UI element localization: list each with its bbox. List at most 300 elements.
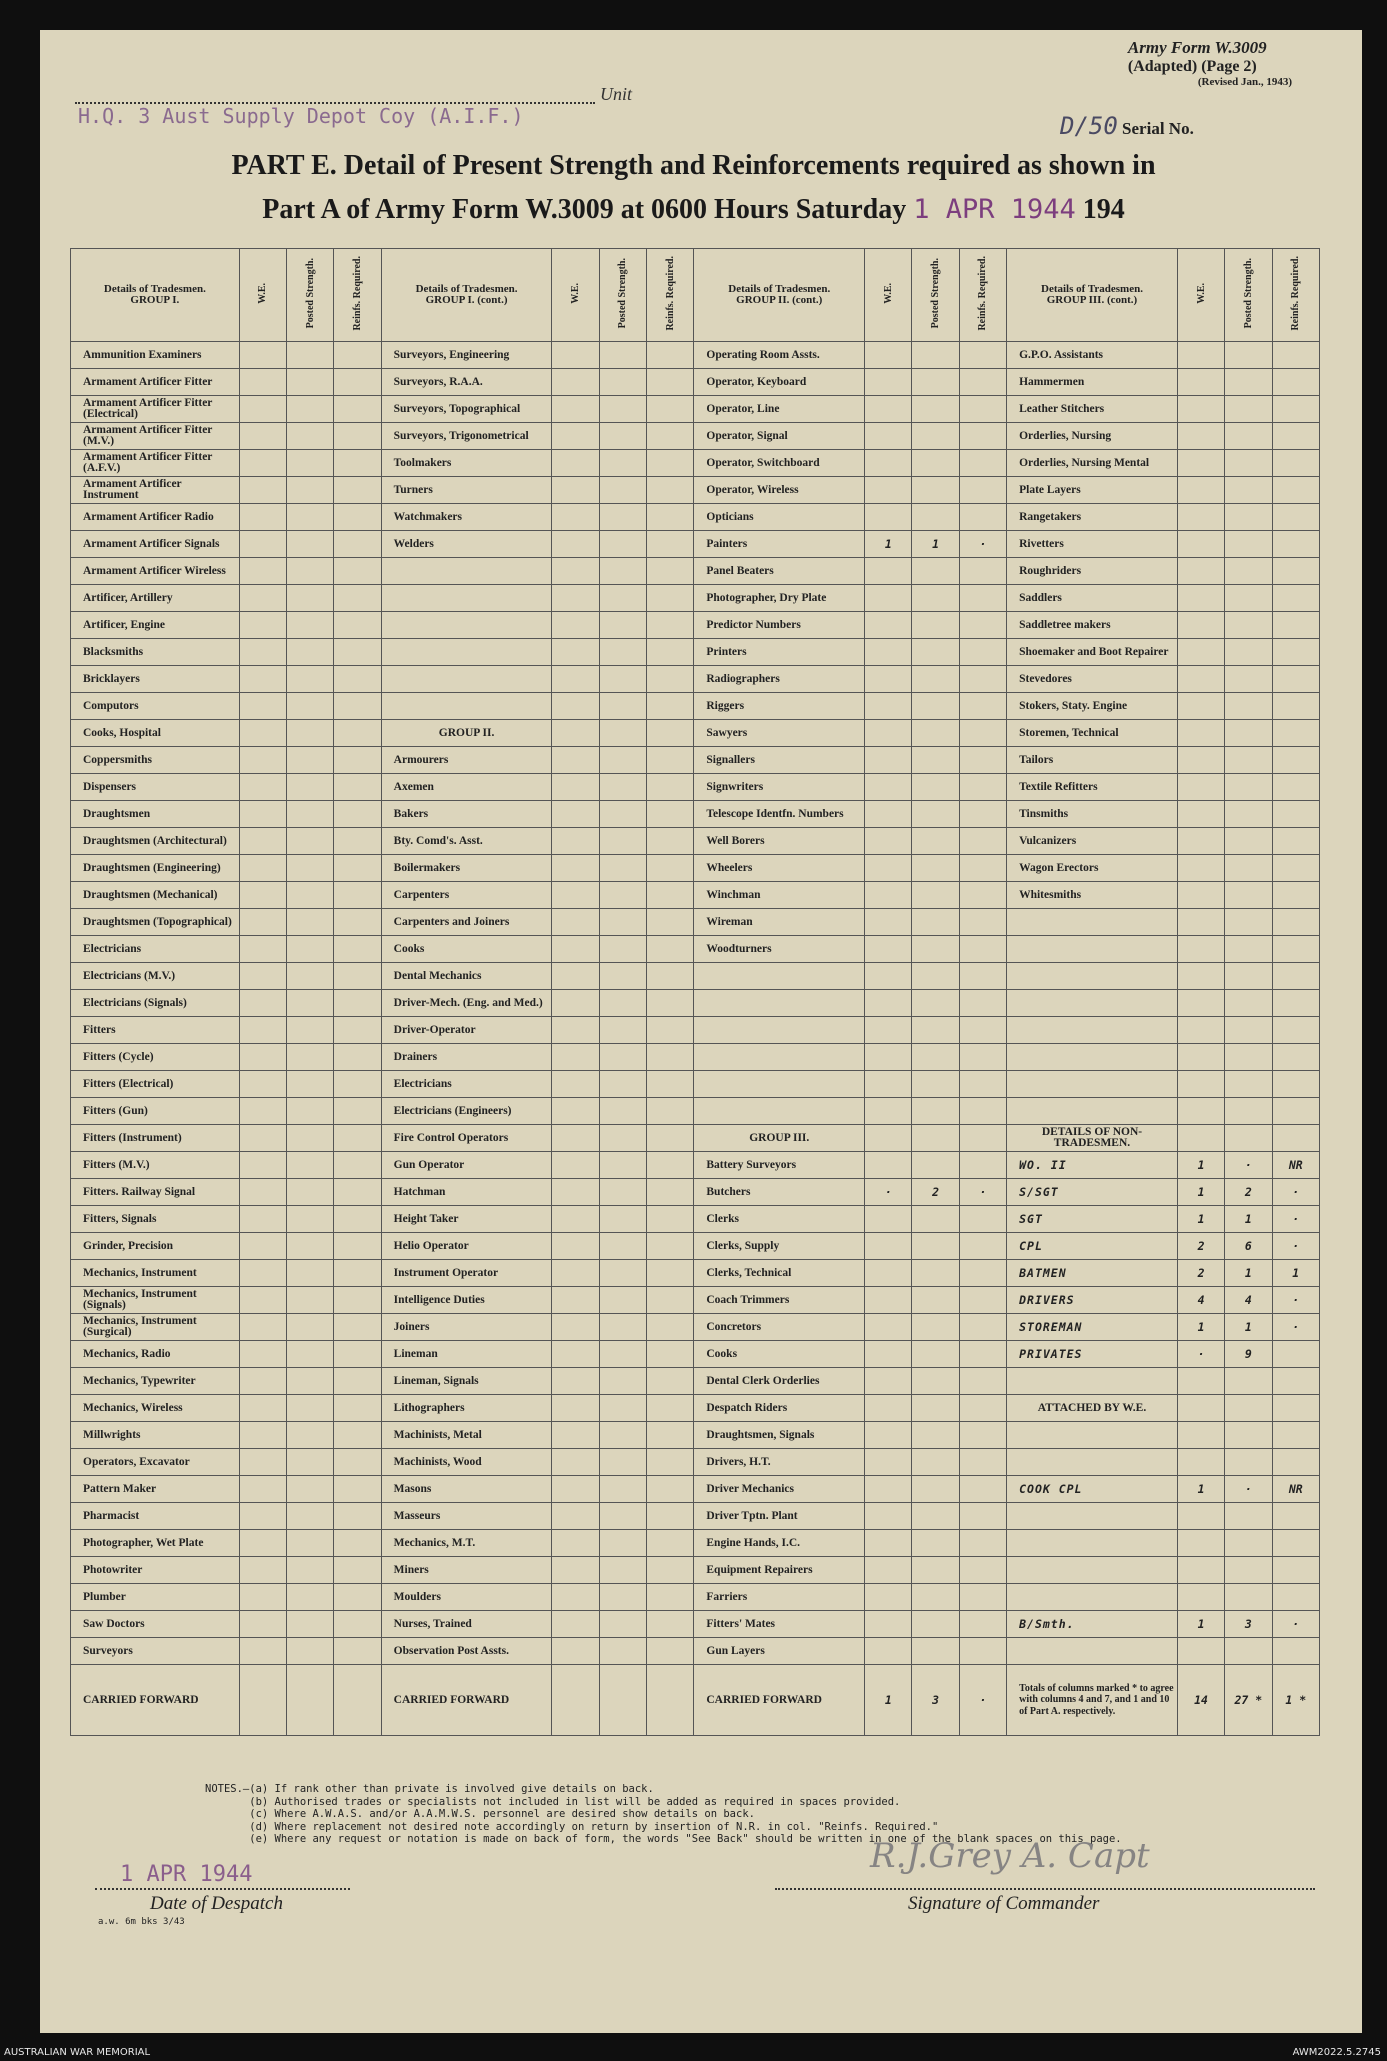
trade-label: Tailors — [1007, 747, 1178, 774]
count-cell — [1225, 936, 1272, 963]
count-cell — [287, 1584, 334, 1611]
trade-label: Stokers, Staty. Engine — [1007, 693, 1178, 720]
count-cell — [239, 1233, 286, 1260]
count-cell: 1 — [1225, 1260, 1272, 1287]
count-cell — [552, 531, 599, 558]
count-cell — [865, 1260, 912, 1287]
count-cell — [912, 1638, 959, 1665]
count-cell — [912, 450, 959, 477]
count-cell — [1177, 1638, 1224, 1665]
table-row — [71, 828, 1320, 855]
count-cell — [912, 747, 959, 774]
count-cell — [599, 1557, 646, 1584]
count-cell — [239, 1098, 286, 1125]
table-row — [71, 1044, 1320, 1071]
count-cell — [334, 774, 381, 801]
count-cell: 1 — [912, 531, 959, 558]
trade-label — [1007, 963, 1178, 990]
count-cell — [647, 1125, 694, 1152]
count-cell — [959, 720, 1006, 747]
count-cell — [239, 1071, 286, 1098]
trade-label: Intelligence Duties — [381, 1287, 552, 1314]
count-cell — [599, 1611, 646, 1638]
count-cell — [287, 774, 334, 801]
count-cell — [334, 639, 381, 666]
count-cell — [239, 1503, 286, 1530]
trade-label: Driver-Mech. (Eng. and Med.) — [381, 990, 552, 1017]
trade-label: ATTACHED BY W.E. — [1007, 1395, 1178, 1422]
count-cell — [912, 1584, 959, 1611]
count-cell — [912, 639, 959, 666]
count-cell — [287, 558, 334, 585]
count-cell — [334, 1098, 381, 1125]
table-row — [71, 1287, 1320, 1314]
print-code: a.w. 6m bks 3/43 — [98, 1917, 185, 1927]
count-cell — [599, 1233, 646, 1260]
trade-label: Operator, Signal — [694, 423, 865, 450]
count-cell — [912, 1368, 959, 1395]
count-cell — [647, 990, 694, 1017]
trade-label: Carpenters — [381, 882, 552, 909]
trade-label: Mechanics, Instrument (Signals) — [71, 1287, 240, 1314]
count-cell — [1177, 666, 1224, 693]
count-cell — [552, 1152, 599, 1179]
trade-label: Concretors — [694, 1314, 865, 1341]
trade-label: WO. II — [1007, 1152, 1178, 1179]
count-cell — [599, 801, 646, 828]
count-cell — [647, 558, 694, 585]
count-cell — [287, 396, 334, 423]
trade-label: Signallers — [694, 747, 865, 774]
count-cell — [1225, 909, 1272, 936]
count-cell — [599, 1071, 646, 1098]
trade-label: Armament Artificer Radio — [71, 504, 240, 531]
count-cell — [1272, 963, 1320, 990]
count-cell — [334, 990, 381, 1017]
count-cell: 1 — [1177, 1206, 1224, 1233]
count-cell — [1225, 747, 1272, 774]
trade-label: Photographer, Wet Plate — [71, 1530, 240, 1557]
count-cell — [552, 1287, 599, 1314]
count-cell — [647, 1584, 694, 1611]
count-cell — [239, 1449, 286, 1476]
trade-label: Photowriter — [71, 1557, 240, 1584]
trade-label — [1007, 1017, 1178, 1044]
count-cell — [912, 369, 959, 396]
count-cell — [334, 936, 381, 963]
count-cell — [647, 342, 694, 369]
count-cell — [334, 558, 381, 585]
count-cell — [599, 1476, 646, 1503]
count-cell — [334, 855, 381, 882]
count-cell — [865, 1476, 912, 1503]
trade-label: Fitters — [71, 1017, 240, 1044]
trade-label: Bty. Comd's. Asst. — [381, 828, 552, 855]
count-cell — [599, 693, 646, 720]
count-cell — [287, 1017, 334, 1044]
count-cell — [334, 1530, 381, 1557]
table-row — [71, 1395, 1320, 1422]
count-cell — [1177, 504, 1224, 531]
count-cell — [1177, 1368, 1224, 1395]
count-cell — [959, 1476, 1006, 1503]
trade-label: Grinder, Precision — [71, 1233, 240, 1260]
form-adapted: (Adapted) (Page 2) — [1127, 58, 1257, 75]
count-cell — [912, 909, 959, 936]
count-cell — [1225, 1368, 1272, 1395]
count-cell — [647, 639, 694, 666]
group1-header: Details of Tradesmen. GROUP I. — [71, 249, 240, 342]
count-cell — [599, 1368, 646, 1395]
count-cell — [1272, 693, 1320, 720]
count-cell — [334, 1179, 381, 1206]
count-cell — [1225, 1395, 1272, 1422]
count-cell — [1225, 1638, 1272, 1665]
trade-label: Coppersmiths — [71, 747, 240, 774]
count-cell — [912, 801, 959, 828]
count-cell: NR — [1272, 1476, 1320, 1503]
count-cell: NR — [1272, 1152, 1320, 1179]
count-cell — [287, 666, 334, 693]
count-cell — [865, 1098, 912, 1125]
trade-label — [694, 990, 865, 1017]
count-cell — [912, 666, 959, 693]
trade-label: Pattern Maker — [71, 1476, 240, 1503]
count-cell — [647, 774, 694, 801]
count-cell — [959, 1449, 1006, 1476]
trade-label: Wireman — [694, 909, 865, 936]
count-cell — [912, 1098, 959, 1125]
trade-label: Armament Artificer Fitter — [71, 369, 240, 396]
count-cell — [912, 963, 959, 990]
count-cell — [959, 1152, 1006, 1179]
count-cell — [287, 1098, 334, 1125]
count-cell — [239, 1341, 286, 1368]
count-cell — [287, 1179, 334, 1206]
count-cell — [912, 1503, 959, 1530]
count-cell — [912, 585, 959, 612]
trade-label: Draughtsmen — [71, 801, 240, 828]
count-cell — [959, 1125, 1006, 1152]
trade-label: Roughriders — [1007, 558, 1178, 585]
count-cell — [552, 1584, 599, 1611]
trade-label: Fire Control Operators — [381, 1125, 552, 1152]
count-cell — [1177, 585, 1224, 612]
trade-label: Artificer, Artillery — [71, 585, 240, 612]
trade-label — [1007, 1044, 1178, 1071]
carried-forward-label: CARRIED FORWARD — [694, 1665, 865, 1736]
count-cell — [599, 423, 646, 450]
count-cell — [334, 1287, 381, 1314]
despatch-line — [95, 1888, 350, 1890]
count-cell: 3 — [1225, 1611, 1272, 1638]
count-cell — [287, 720, 334, 747]
count-cell — [1225, 1044, 1272, 1071]
count-cell — [647, 855, 694, 882]
count-cell — [239, 963, 286, 990]
count-cell — [647, 531, 694, 558]
count-cell — [865, 612, 912, 639]
trade-label — [1007, 1503, 1178, 1530]
despatch-label: Date of Despatch — [150, 1893, 283, 1914]
table-row — [71, 1638, 1320, 1665]
count-cell — [599, 909, 646, 936]
trade-label: GROUP III. — [694, 1125, 865, 1152]
count-cell — [865, 1584, 912, 1611]
count-cell — [1272, 774, 1320, 801]
count-cell — [865, 342, 912, 369]
count-cell: 1 — [1177, 1152, 1224, 1179]
table-header-row: Details of Tradesmen. GROUP I. W.E. Posted Strength. Reinfs. Required. Details of Tradesmen. GROUP I. (cont.) W.E. Posted Strength. Reinfs. Required. Details of Tradesmen. GROUP II. (cont.) W.E. Posted Strength. Reinfs. Required. Details of Tradesmen. GROUP III. (cont.) W.E. Posted Strength. Reinfs. Required. — [71, 249, 1320, 342]
count-cell — [287, 1638, 334, 1665]
count-cell — [1177, 396, 1224, 423]
count-cell — [1225, 558, 1272, 585]
trade-label: Armament Artificer Wireless — [71, 558, 240, 585]
count-cell — [959, 1017, 1006, 1044]
signature-label: Signature of Commander — [908, 1893, 1100, 1914]
count-cell — [239, 1422, 286, 1449]
count-cell — [1225, 1422, 1272, 1449]
count-cell — [239, 1557, 286, 1584]
count-cell — [959, 396, 1006, 423]
trade-label: Axemen — [381, 774, 552, 801]
table-row — [71, 666, 1320, 693]
count-cell: 1 — [1225, 1206, 1272, 1233]
count-cell — [287, 1611, 334, 1638]
count-cell — [865, 369, 912, 396]
count-cell — [1177, 1071, 1224, 1098]
count-cell — [334, 1611, 381, 1638]
trade-label — [694, 1044, 865, 1071]
trade-label — [1007, 1530, 1178, 1557]
count-cell — [239, 882, 286, 909]
trade-label: Equipment Repairers — [694, 1557, 865, 1584]
count-cell — [1177, 801, 1224, 828]
count-cell — [865, 1017, 912, 1044]
trade-label: SGT — [1007, 1206, 1178, 1233]
count-cell — [334, 1125, 381, 1152]
trade-label: Computors — [71, 693, 240, 720]
count-cell — [599, 612, 646, 639]
count-cell — [239, 936, 286, 963]
table-row — [71, 1233, 1320, 1260]
count-cell — [287, 1314, 334, 1341]
trade-label: Welders — [381, 531, 552, 558]
table-row — [71, 558, 1320, 585]
count-cell — [647, 1044, 694, 1071]
trade-label: COOK CPL — [1007, 1476, 1178, 1503]
signature-line — [775, 1888, 1315, 1890]
count-cell — [1272, 990, 1320, 1017]
count-cell — [239, 558, 286, 585]
table-row — [71, 1530, 1320, 1557]
count-cell — [239, 1368, 286, 1395]
count-cell — [959, 1368, 1006, 1395]
count-cell — [959, 1206, 1006, 1233]
count-cell — [647, 1206, 694, 1233]
trade-label: Driver-Operator — [381, 1017, 552, 1044]
trade-label: Millwrights — [71, 1422, 240, 1449]
count-cell — [599, 1314, 646, 1341]
count-cell — [334, 477, 381, 504]
trade-label: Nurses, Trained — [381, 1611, 552, 1638]
count-cell — [552, 342, 599, 369]
count-cell — [334, 693, 381, 720]
count-cell — [239, 855, 286, 882]
trade-label: Watchmakers — [381, 504, 552, 531]
count-cell — [239, 774, 286, 801]
count-cell — [959, 477, 1006, 504]
table-row — [71, 1206, 1320, 1233]
trade-label: Draughtsmen (Engineering) — [71, 855, 240, 882]
count-cell — [1272, 1422, 1320, 1449]
count-cell — [647, 747, 694, 774]
count-cell — [239, 1260, 286, 1287]
count-cell — [1177, 990, 1224, 1017]
count-cell — [912, 1233, 959, 1260]
count-cell — [599, 963, 646, 990]
count-cell — [552, 612, 599, 639]
page-title: PART E. Detail of Present Strength and Reinforcements required as shown in — [231, 150, 1156, 181]
count-cell — [334, 909, 381, 936]
trade-label: Farriers — [694, 1584, 865, 1611]
count-cell — [287, 1044, 334, 1071]
count-cell — [239, 1179, 286, 1206]
trade-label: Cooks, Hospital — [71, 720, 240, 747]
table-row — [71, 1260, 1320, 1287]
trade-label: Machinists, Metal — [381, 1422, 552, 1449]
table-row — [71, 342, 1320, 369]
count-cell: · — [959, 531, 1006, 558]
count-cell — [287, 855, 334, 882]
count-cell — [1225, 342, 1272, 369]
carried-forward-label: CARRIED FORWARD — [381, 1665, 552, 1736]
trade-label: Mechanics, Instrument (Surgical) — [71, 1314, 240, 1341]
count-cell — [647, 909, 694, 936]
count-cell — [912, 1476, 959, 1503]
trade-label: Drivers, H.T. — [694, 1449, 865, 1476]
count-cell — [1225, 855, 1272, 882]
count-cell: 4 — [1177, 1287, 1224, 1314]
count-cell — [287, 1260, 334, 1287]
count-cell — [1225, 666, 1272, 693]
trade-label: Photographer, Dry Plate — [694, 585, 865, 612]
table-row — [71, 963, 1320, 990]
trade-label: Operators, Excavator — [71, 1449, 240, 1476]
count-cell: · — [1272, 1233, 1320, 1260]
count-cell — [1272, 1449, 1320, 1476]
count-cell — [552, 774, 599, 801]
count-cell — [552, 1017, 599, 1044]
trade-label: Printers — [694, 639, 865, 666]
count-cell — [1272, 585, 1320, 612]
trade-label: Moulders — [381, 1584, 552, 1611]
date-stamp: 1 APR 1944 — [913, 194, 1076, 225]
count-cell — [552, 396, 599, 423]
trade-label — [1007, 1557, 1178, 1584]
count-cell — [647, 1395, 694, 1422]
count-cell — [334, 423, 381, 450]
count-cell — [239, 909, 286, 936]
count-cell — [1225, 1557, 1272, 1584]
trade-label: Armourers — [381, 747, 552, 774]
count-cell — [912, 504, 959, 531]
count-cell — [599, 774, 646, 801]
count-cell — [334, 1557, 381, 1584]
count-cell — [334, 1449, 381, 1476]
page-subtitle: Part A of Army Form W.3009 at 0600 Hours Saturday 1 APR 1944 194 — [262, 194, 1125, 225]
count-cell — [959, 1044, 1006, 1071]
trade-label: Masseurs — [381, 1503, 552, 1530]
trade-label: Bakers — [381, 801, 552, 828]
trade-label: G.P.O. Assistants — [1007, 342, 1178, 369]
count-cell — [647, 720, 694, 747]
count-cell — [912, 1449, 959, 1476]
count-cell — [1272, 855, 1320, 882]
trade-label: Ammunition Examiners — [71, 342, 240, 369]
count-cell — [287, 369, 334, 396]
trade-label: Woodturners — [694, 936, 865, 963]
count-cell — [865, 1503, 912, 1530]
table-row — [71, 1476, 1320, 1503]
trade-label: Fitters (M.V.) — [71, 1152, 240, 1179]
count-cell — [1272, 1341, 1320, 1368]
count-cell — [599, 666, 646, 693]
trade-label — [694, 1071, 865, 1098]
trade-label: Operator, Wireless — [694, 477, 865, 504]
count-cell — [865, 1557, 912, 1584]
count-cell — [865, 1638, 912, 1665]
count-cell — [647, 1638, 694, 1665]
count-cell — [647, 693, 694, 720]
count-cell — [239, 1044, 286, 1071]
count-cell — [239, 369, 286, 396]
count-cell — [599, 1260, 646, 1287]
count-cell: 1 — [1177, 1611, 1224, 1638]
count-cell — [912, 342, 959, 369]
trade-label: Engine Hands, I.C. — [694, 1530, 865, 1557]
trade-label: Miners — [381, 1557, 552, 1584]
count-cell — [1272, 909, 1320, 936]
count-cell — [287, 1395, 334, 1422]
trade-label: Surveyors, Trigonometrical — [381, 423, 552, 450]
count-cell — [1225, 585, 1272, 612]
trade-label: Butchers — [694, 1179, 865, 1206]
count-cell — [1225, 1071, 1272, 1098]
count-cell — [865, 936, 912, 963]
count-cell — [334, 1503, 381, 1530]
count-cell — [865, 666, 912, 693]
trade-label: Height Taker — [381, 1206, 552, 1233]
trade-label: Toolmakers — [381, 450, 552, 477]
count-cell — [552, 1530, 599, 1557]
trade-label: Saddlers — [1007, 585, 1178, 612]
count-cell — [912, 477, 959, 504]
count-cell — [552, 1368, 599, 1395]
count-cell — [239, 801, 286, 828]
trade-label — [694, 1098, 865, 1125]
count-cell — [1177, 1395, 1224, 1422]
count-cell — [287, 990, 334, 1017]
table-row — [71, 504, 1320, 531]
table-row — [71, 1314, 1320, 1341]
count-cell — [912, 693, 959, 720]
count-cell — [912, 1044, 959, 1071]
count-cell — [334, 1314, 381, 1341]
count-cell — [1225, 1503, 1272, 1530]
serial-number — [1060, 112, 1194, 140]
count-cell — [552, 1314, 599, 1341]
